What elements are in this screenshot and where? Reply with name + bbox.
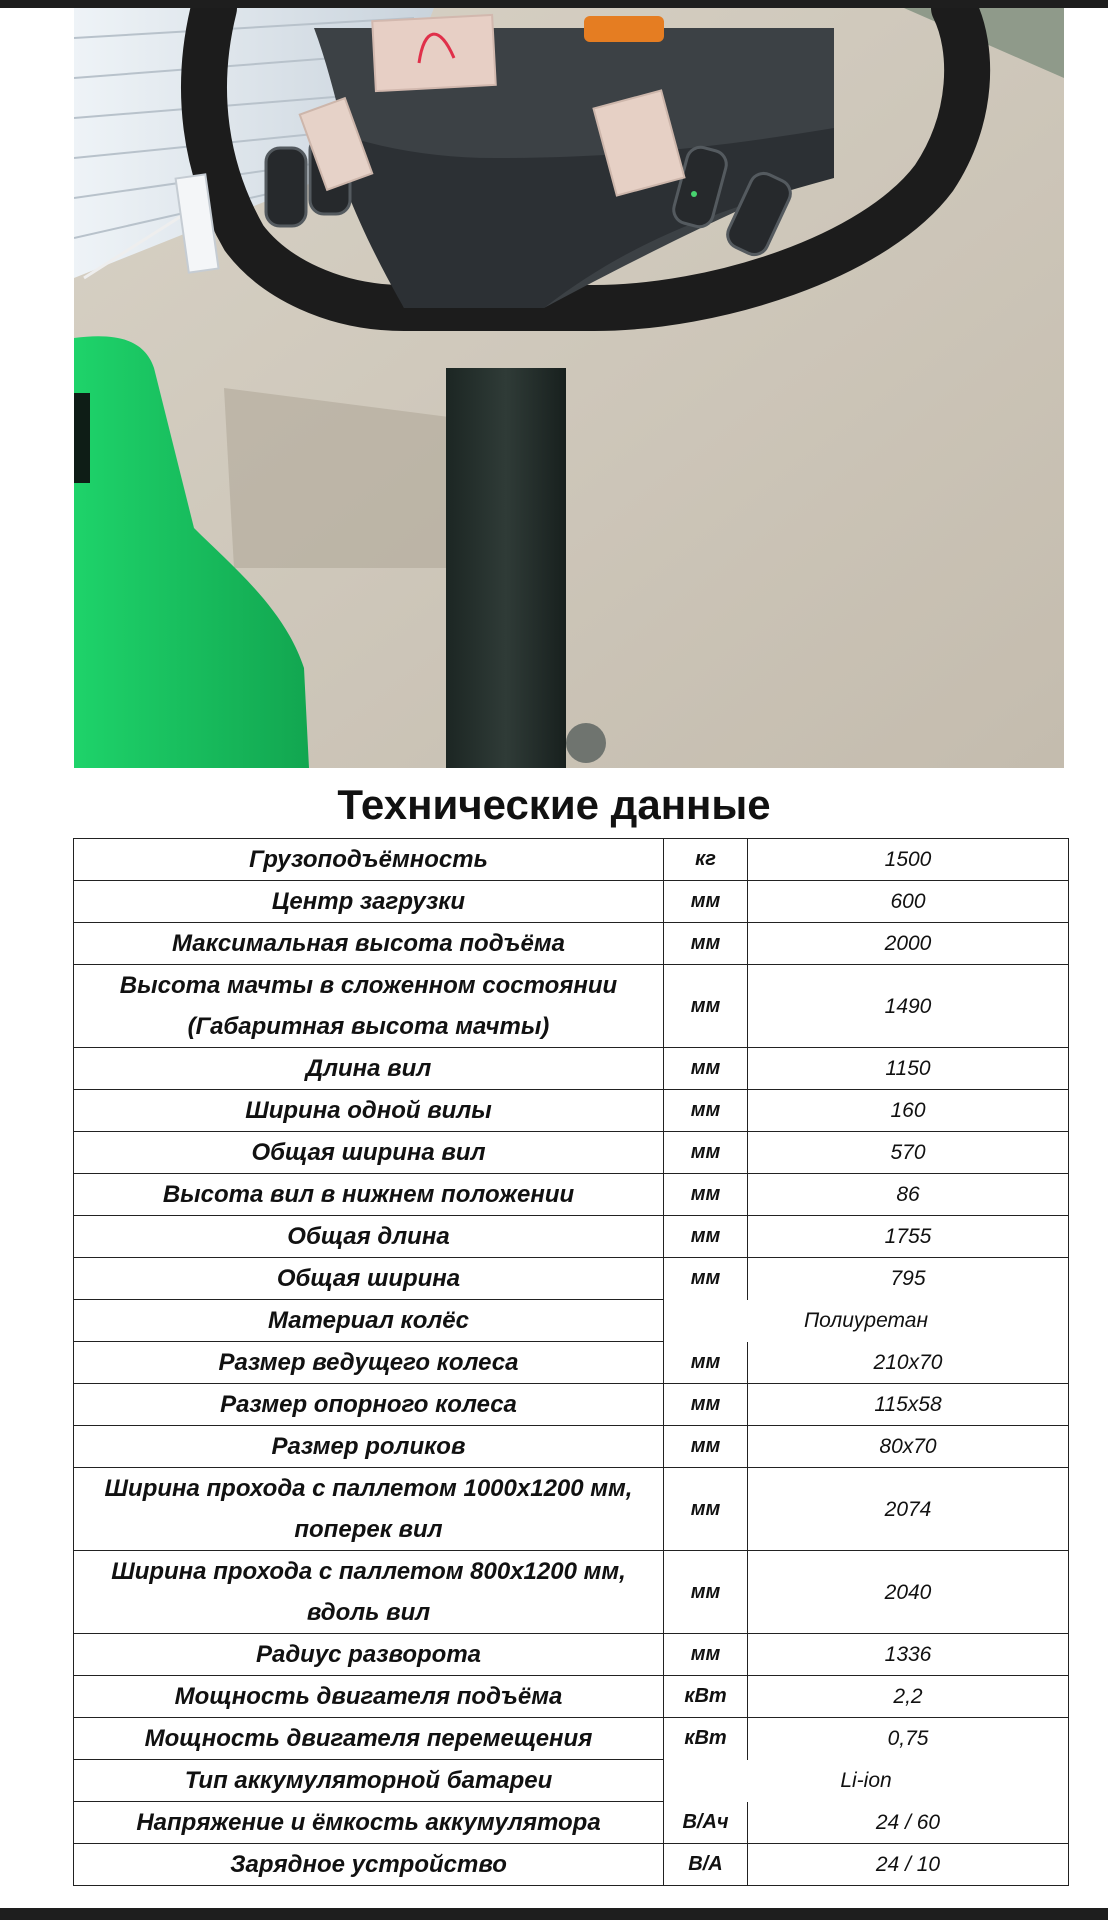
top-bar: [0, 0, 1108, 8]
spec-parameter-line: Материал колёс: [267, 1307, 469, 1334]
spec-value: 24 / 10: [748, 1844, 1069, 1886]
spec-parameter: [74, 1174, 664, 1216]
spec-parameter-line: Длина вил: [305, 1055, 432, 1082]
spec-parameter: [74, 1634, 664, 1676]
spec-parameter-line: Зарядное устройство: [230, 1851, 507, 1878]
table-row: [74, 1676, 1069, 1718]
spec-unit: мм: [664, 1132, 748, 1174]
spec-parameter: [74, 1426, 664, 1468]
spec-value: 2074: [748, 1468, 1069, 1551]
spec-value: 80x70: [748, 1426, 1069, 1468]
table-row: [74, 1426, 1069, 1468]
spec-parameter-line: Высота мачты в сложенном состоянии: [119, 972, 618, 999]
spec-value: 160: [748, 1090, 1069, 1132]
spec-value: 24 / 60: [748, 1802, 1069, 1844]
spec-parameter: [74, 1216, 664, 1258]
table-row: [74, 1258, 1069, 1300]
specs-table-body: [74, 839, 1069, 1886]
spec-value: 570: [748, 1132, 1069, 1174]
spec-parameter: [74, 1258, 664, 1300]
specs-table: [73, 838, 1069, 1886]
spec-parameter: [74, 965, 664, 1048]
spec-parameter-line: Общая ширина: [276, 1265, 461, 1292]
table-row: [74, 1551, 1069, 1634]
spec-value: 0,75: [748, 1718, 1069, 1760]
spec-unit: В/Ач: [664, 1802, 748, 1844]
spec-parameter: [74, 1676, 664, 1718]
spec-parameter-line: Ширина прохода с паллетом 1000x1200 мм,: [104, 1475, 633, 1502]
spec-unit: мм: [664, 881, 748, 923]
table-row: [74, 1048, 1069, 1090]
spec-unit: кг: [664, 839, 748, 881]
spec-parameter-line: Общая ширина вил: [251, 1139, 486, 1166]
spec-value: Li-ion: [664, 1760, 1069, 1802]
spec-unit: мм: [664, 1048, 748, 1090]
spec-parameter-line: Грузоподъёмность: [249, 846, 488, 873]
spec-unit: кВт: [664, 1676, 748, 1718]
spec-value: 2000: [748, 923, 1069, 965]
spec-unit: мм: [664, 1426, 748, 1468]
spec-parameter-line: Центр загрузки: [271, 888, 466, 915]
table-row: [74, 1802, 1069, 1844]
spec-value: 2040: [748, 1551, 1069, 1634]
spec-parameter: [74, 1551, 664, 1634]
spec-parameter-line: Ширина прохода с паллетом 800x1200 мм,: [111, 1558, 626, 1585]
spec-parameter-line: Максимальная высота подъёма: [172, 930, 565, 957]
table-row: [74, 1844, 1069, 1886]
spec-unit: мм: [664, 1216, 748, 1258]
spec-parameter-line: Мощность двигателя подъёма: [174, 1683, 563, 1710]
spec-parameter-line: Высота вил в нижнем положении: [162, 1181, 575, 1208]
spec-value: Полиуретан: [664, 1300, 1069, 1342]
spec-parameter-line: Размер опорного колеса: [220, 1391, 517, 1418]
spec-parameter: [74, 1384, 664, 1426]
spec-parameter: [74, 1300, 664, 1342]
spec-parameter: [74, 1132, 664, 1174]
spec-value: 86: [748, 1174, 1069, 1216]
spec-parameter: [74, 1468, 664, 1551]
spec-parameter-line: Мощность двигателя перемещения: [144, 1725, 593, 1752]
spec-unit: мм: [664, 1634, 748, 1676]
spec-parameter-line: (Габаритная высота мачты): [187, 1013, 550, 1040]
spec-parameter-line: Напряжение и ёмкость аккумулятора: [136, 1809, 601, 1836]
spec-value: 1336: [748, 1634, 1069, 1676]
spec-value: 795: [748, 1258, 1069, 1300]
spec-unit: мм: [664, 1090, 748, 1132]
spec-unit: мм: [664, 965, 748, 1048]
table-row: [74, 1132, 1069, 1174]
table-row: [74, 1216, 1069, 1258]
table-row: [74, 1760, 1069, 1802]
table-row: [74, 1718, 1069, 1760]
table-row: [74, 1090, 1069, 1132]
spec-value: 600: [748, 881, 1069, 923]
spec-parameter: [74, 881, 664, 923]
spec-parameter: [74, 839, 664, 881]
spec-value: 1500: [748, 839, 1069, 881]
bottom-bar: [0, 1908, 1108, 1920]
spec-unit: мм: [664, 923, 748, 965]
spec-value: 115x58: [748, 1384, 1069, 1426]
spec-value: 210x70: [748, 1342, 1069, 1384]
table-row: [74, 839, 1069, 881]
spec-value: 1150: [748, 1048, 1069, 1090]
table-row: [74, 1174, 1069, 1216]
document-title: Технические данные: [337, 781, 771, 828]
spec-unit: В/А: [664, 1844, 748, 1886]
spec-parameter: [74, 923, 664, 965]
spec-value: 1490: [748, 965, 1069, 1048]
table-row: [74, 1300, 1069, 1342]
spec-parameter: [74, 1342, 664, 1384]
table-row: [74, 1468, 1069, 1551]
spec-parameter-line: Радиус разворота: [255, 1641, 482, 1668]
spec-parameter-line: поперек вил: [294, 1516, 443, 1543]
spec-parameter-line: Размер ведущего колеса: [218, 1349, 519, 1376]
spec-unit: мм: [664, 1468, 748, 1551]
table-row: [74, 881, 1069, 923]
spec-unit: мм: [664, 1342, 748, 1384]
spec-unit: мм: [664, 1551, 748, 1634]
spec-parameter-line: Ширина одной вилы: [245, 1097, 492, 1124]
table-row: [74, 923, 1069, 965]
spec-parameter-line: Тип аккумуляторной батареи: [184, 1767, 553, 1794]
spec-parameter: [74, 1048, 664, 1090]
spec-parameter: [74, 1760, 664, 1802]
spec-parameter: [74, 1802, 664, 1844]
spec-value: 2,2: [748, 1676, 1069, 1718]
table-row: [74, 965, 1069, 1048]
spec-unit: мм: [664, 1384, 748, 1426]
spec-unit: мм: [664, 1258, 748, 1300]
spec-parameter-line: Общая длина: [287, 1223, 450, 1250]
spec-parameter: [74, 1718, 664, 1760]
table-row: [74, 1342, 1069, 1384]
spec-parameter: [74, 1844, 664, 1886]
spec-unit: мм: [664, 1174, 748, 1216]
table-row: [74, 1634, 1069, 1676]
table-row: [74, 1384, 1069, 1426]
spec-value: 1755: [748, 1216, 1069, 1258]
spec-unit: кВт: [664, 1718, 748, 1760]
spec-parameter-line: Размер роликов: [271, 1433, 466, 1460]
product-photo: [74, 8, 1064, 768]
spec-parameter: [74, 1090, 664, 1132]
spec-parameter-line: вдоль вил: [306, 1599, 431, 1626]
